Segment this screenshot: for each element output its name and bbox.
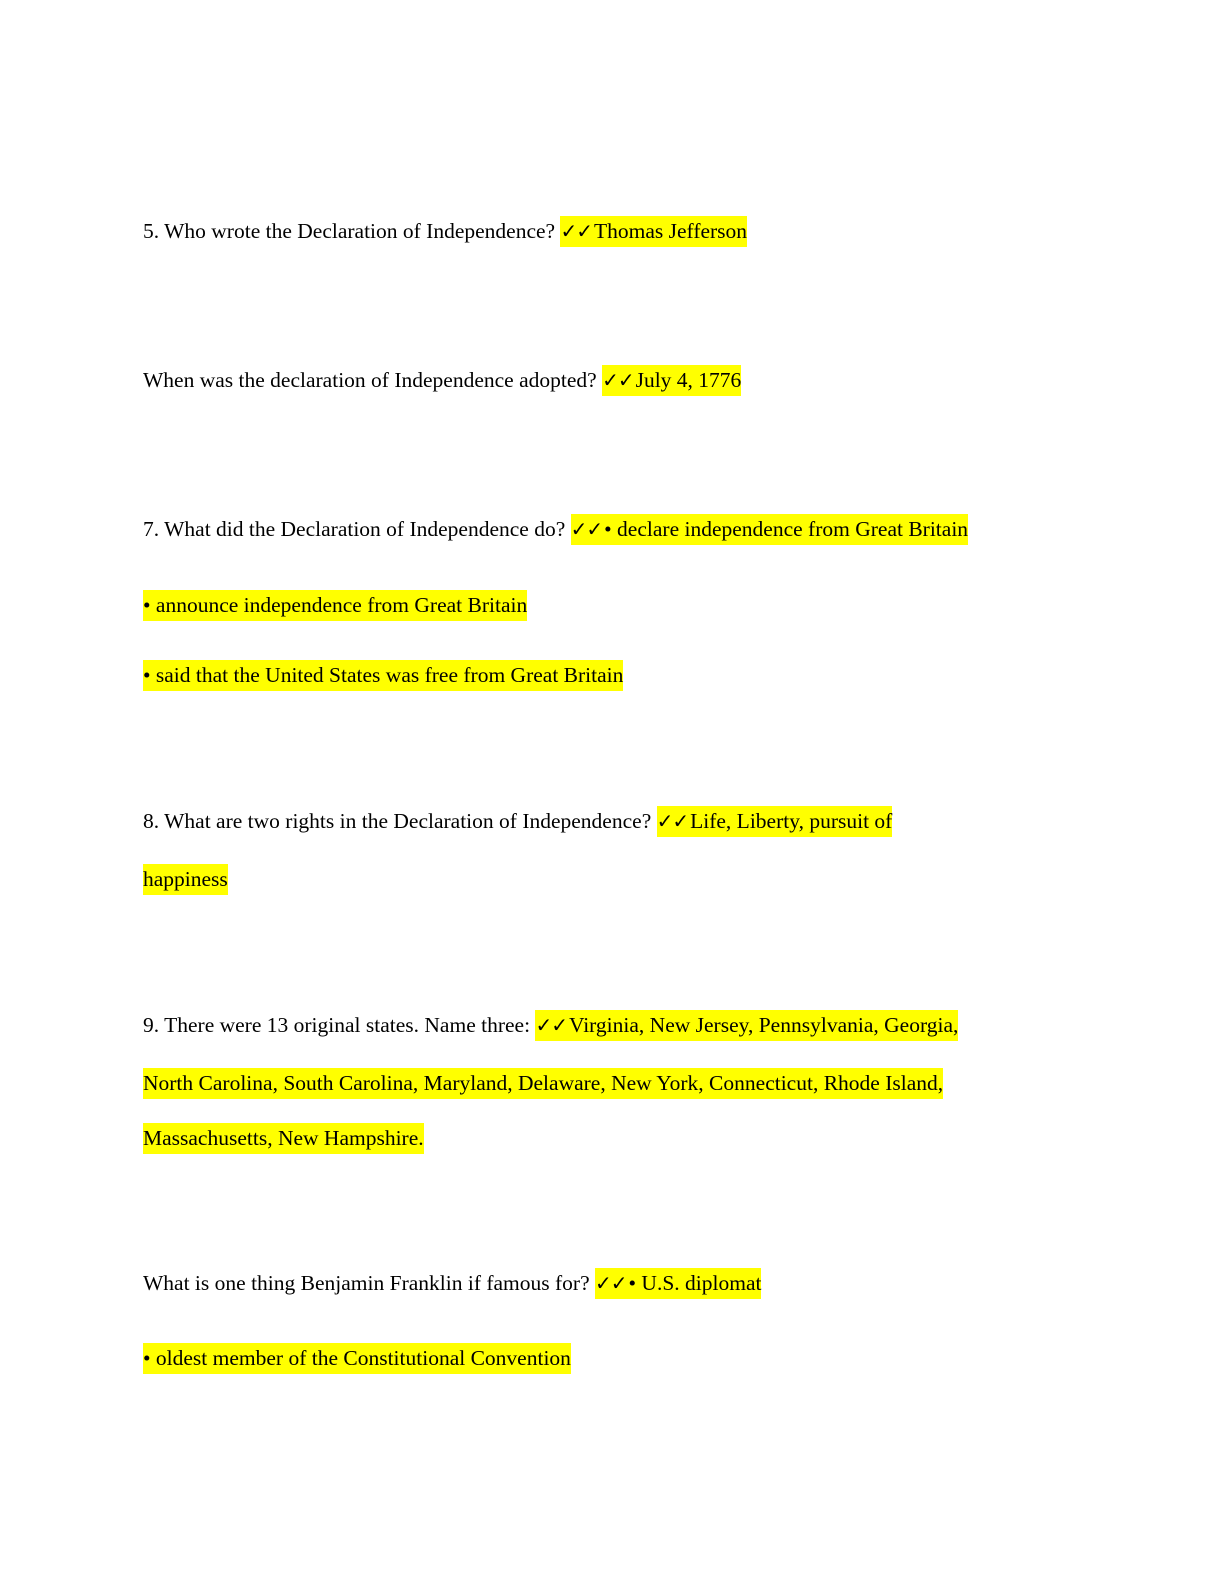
answer-text: • declare independence from Great Britain	[604, 517, 969, 541]
answer-text: • oldest member of the Constitutional Convention	[143, 1343, 571, 1374]
answer-text: • said that the United States was free from Great Britain	[143, 660, 623, 691]
question-line	[143, 365, 741, 395]
question-line	[143, 514, 968, 544]
question-line	[143, 1268, 761, 1298]
checkmark-icon: ✓✓	[570, 517, 603, 541]
answer-highlight	[595, 1268, 761, 1299]
answer-line	[143, 1123, 424, 1153]
question-text: 9. There were 13 original states. Name three:	[143, 1013, 531, 1037]
answer-line	[143, 590, 527, 620]
checkmark-icon: ✓✓	[535, 1013, 567, 1037]
answer-text: Massachusetts, New Hampshire.	[143, 1123, 424, 1154]
checkmark-icon: ✓✓	[602, 368, 634, 392]
answer-highlight	[602, 365, 741, 396]
answer-text: Thomas Jefferson	[594, 219, 748, 243]
answer-line	[143, 864, 228, 894]
answer-highlight	[560, 216, 747, 247]
answer-text: • U.S. diplomat	[628, 1271, 762, 1295]
checkmark-icon: ✓✓	[656, 809, 689, 833]
question-text: 8. What are two rights in the Declaration of Independence?	[143, 809, 652, 833]
checkmark-icon: ✓✓	[560, 219, 592, 243]
answer-text: • announce independence from Great Britain	[143, 590, 527, 621]
question-text: What is one thing Benjamin Franklin if famous for?	[143, 1271, 590, 1295]
answer-highlight	[535, 1010, 958, 1041]
answer-text: Life, Liberty, pursuit of	[690, 809, 893, 833]
question-line	[143, 1010, 958, 1040]
answer-text: happiness	[143, 864, 228, 895]
answer-line	[143, 1343, 571, 1373]
answer-highlight	[657, 806, 893, 837]
question-text: 5. Who wrote the Declaration of Independence?	[143, 219, 556, 243]
question-line	[143, 216, 747, 246]
answer-text: North Carolina, South Carolina, Maryland, Delaware, New York, Connecticut, Rhode Island,	[143, 1068, 943, 1099]
answer-text: July 4, 1776	[635, 368, 742, 392]
checkmark-icon: ✓✓	[595, 1271, 627, 1295]
question-line	[143, 806, 892, 836]
question-text: When was the declaration of Independence adopted?	[143, 368, 597, 392]
answer-line	[143, 1068, 943, 1098]
answer-text: Virginia, New Jersey, Pennsylvania, Georgia,	[568, 1013, 959, 1037]
answer-highlight	[571, 514, 968, 545]
question-text: 7. What did the Declaration of Independence do?	[143, 517, 566, 541]
answer-line	[143, 660, 623, 690]
